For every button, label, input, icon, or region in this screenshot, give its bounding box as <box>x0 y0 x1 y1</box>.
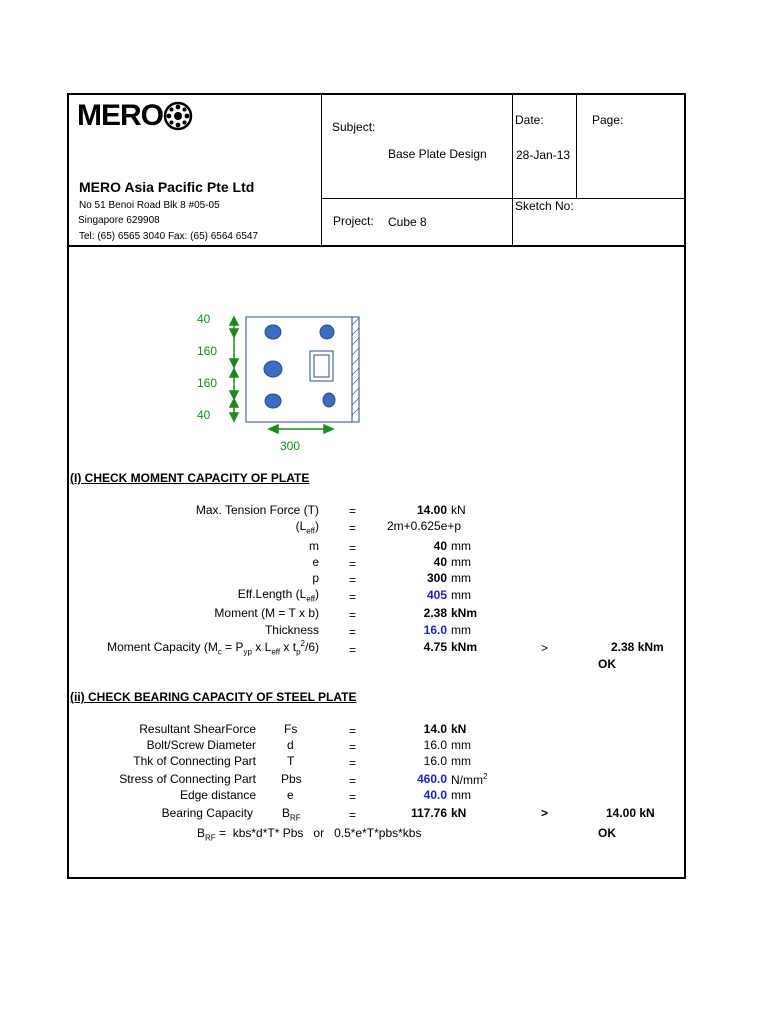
s1-unit-m: mm <box>451 539 471 553</box>
s1-eq: = <box>349 625 357 639</box>
s2-value-thk: 16.0 <box>423 754 447 768</box>
s1-value-moment: 2.38 <box>423 606 447 620</box>
cap-sup-2: 2 <box>300 639 305 648</box>
s1-eq: = <box>349 573 357 587</box>
s1-eq: = <box>349 643 357 657</box>
company-logo <box>77 99 163 135</box>
subject-label: Subject: <box>332 120 376 134</box>
s2-unit-shear: kN <box>451 722 467 736</box>
s1-eq: = <box>349 521 357 535</box>
s1-label-tension: Max. Tension Force (T) <box>195 503 319 517</box>
bolt-hole <box>320 325 334 339</box>
cap-a: Moment Capacity (M <box>107 640 218 654</box>
s1-efflength-end: ) <box>315 587 319 601</box>
header-mid-line <box>321 198 686 199</box>
s1-unit-efflength: mm <box>451 588 471 602</box>
s2-formula-rest: = kbs*d*T* Pbs or 0.5*e*T*pbs*kbs <box>215 826 422 840</box>
s2-label-bearing: Bearing Capacity <box>161 806 253 820</box>
s1-label-efflength <box>238 587 319 603</box>
s1-value-thickness: 16.0 <box>423 623 447 637</box>
bolt-hole <box>265 394 281 408</box>
s1-leff-sub: eff <box>306 526 315 536</box>
s1-unit-tension: kN <box>451 503 466 517</box>
date-value: 28-Jan-13 <box>516 148 571 162</box>
s2-symbol-stress: Pbs <box>281 772 302 786</box>
s2-value-edge: 40.0 <box>423 788 447 802</box>
s2-unit-bearing: kN <box>451 806 467 820</box>
s1-eq: = <box>349 557 357 571</box>
s2-unit-stress <box>451 772 487 787</box>
company-name: MERO Asia Pacific Pte Ltd <box>79 179 255 195</box>
cap-sub-c: c <box>217 647 222 657</box>
s1-leff-main: (L <box>295 519 307 533</box>
s2-formula-sub: RF <box>205 833 216 843</box>
s2-result: OK <box>598 826 616 840</box>
plate-outline <box>246 317 352 422</box>
dim-label-top: 40 <box>197 312 211 326</box>
s1-value-p: 300 <box>426 571 447 585</box>
section1-title: (I) CHECK MOMENT CAPACITY OF PLATE <box>70 471 310 485</box>
vertical-dimension-arrows <box>230 317 238 421</box>
s2-label-thk: Thk of Connecting Part <box>133 754 256 768</box>
cap-sub-eff: eff <box>271 647 281 657</box>
s2-eq: = <box>349 790 357 804</box>
s2-value-stress: 460.0 <box>416 772 447 786</box>
s1-eq: = <box>349 590 357 604</box>
cap-sub-yp: yp <box>243 647 252 657</box>
s1-efflength-main: Eff.Length (L <box>237 587 307 601</box>
s2-eq: = <box>349 808 357 822</box>
bolt-hole <box>323 393 335 407</box>
s1-leff-end: ) <box>315 519 319 533</box>
s1-eq: = <box>349 608 357 622</box>
s1-unit-capacity: kNm <box>451 640 478 654</box>
s2-unit-edge: mm <box>451 788 471 802</box>
dim-label-lower: 160 <box>197 376 218 390</box>
address-line-2: Singapore 629908 <box>78 215 160 226</box>
s2-symbol-shear: Fs <box>284 722 298 736</box>
s1-unit-moment: kNm <box>451 606 478 620</box>
s2-eq: = <box>349 724 357 738</box>
s2-formula <box>197 826 421 842</box>
s2-eq: = <box>349 756 357 770</box>
sketch-label: Sketch No: <box>515 199 574 213</box>
s2-label-edge: Edge distance <box>179 788 256 802</box>
s2-symbol-bearing <box>282 806 301 822</box>
base-plate-sketch <box>195 310 370 460</box>
header-divider-3 <box>576 93 577 198</box>
s2-compare: > <box>541 806 549 820</box>
s1-label-moment: Moment (M = T x b) <box>214 606 319 620</box>
header-divider-1 <box>321 93 322 246</box>
s2-value-bearing: 117.76 <box>410 806 447 820</box>
s2-label-shear: Resultant ShearForce <box>139 722 256 736</box>
cap-e: /6) <box>304 640 319 654</box>
cap-d: x t <box>280 640 297 654</box>
plate-hatch-edge <box>352 317 359 422</box>
s2-compare-value: 14.00 kN <box>606 806 655 820</box>
s1-eq: = <box>349 504 357 518</box>
s1-unit-thickness: mm <box>451 623 471 637</box>
cap-c: x L <box>251 640 272 654</box>
s2-eq: = <box>349 774 357 788</box>
s1-unit-e: mm <box>451 555 471 569</box>
s1-compare-value: 2.38 kNm <box>611 640 664 654</box>
horizontal-dimension-arrow <box>269 425 333 433</box>
s2-eq: = <box>349 740 357 754</box>
header-bottom-line <box>67 245 686 247</box>
section2-title: (ii) CHECK BEARING CAPACITY OF STEEL PLATE <box>70 690 357 704</box>
bolt-hole <box>264 361 282 377</box>
dim-label-upper: 160 <box>197 344 218 358</box>
dim-label-width: 300 <box>280 439 301 453</box>
cap-b: = P <box>221 640 244 654</box>
s2-unit-thk: mm <box>451 754 471 768</box>
logo-wordmark: MERO <box>77 99 163 132</box>
s1-result: OK <box>598 657 616 671</box>
s1-value-tension: 14.00 <box>416 503 447 517</box>
s1-eq: = <box>349 541 357 555</box>
s1-label-leff <box>296 519 319 535</box>
s2-brf-sub: RF <box>290 813 301 823</box>
cap-sub-p: p <box>296 647 301 657</box>
project-label: Project: <box>333 214 374 228</box>
s1-efflength-sub: eff <box>306 594 315 604</box>
s1-leff-formula: 2m+0.625e+p <box>387 519 462 533</box>
dim-label-bottom: 40 <box>197 408 211 422</box>
s1-label-thickness: Thickness <box>264 623 319 637</box>
s1-value-e: 40 <box>433 555 447 569</box>
s2-unit-stress-main: N/mm <box>451 773 483 787</box>
s2-label-stress: Stress of Connecting Part <box>119 772 256 786</box>
s1-value-m: 40 <box>433 539 447 553</box>
page-label: Page: <box>592 113 624 127</box>
project-value: Cube 8 <box>388 215 427 229</box>
s2-unit-diameter: mm <box>451 738 471 752</box>
s2-brf-main: B <box>282 806 291 820</box>
s2-symbol-edge: e <box>287 788 294 802</box>
bolt-hole <box>265 325 281 339</box>
s1-value-efflength: 405 <box>426 588 447 602</box>
s1-label-e: e <box>312 555 319 569</box>
contact-line: Tel: (65) 6565 3040 Fax: (65) 6564 6547 <box>79 231 259 242</box>
s1-unit-p: mm <box>451 571 471 585</box>
s2-formula-main: B <box>197 826 206 840</box>
s1-label-m: m <box>309 539 319 553</box>
s1-value-capacity: 4.75 <box>423 640 447 654</box>
s2-symbol-diameter: d <box>287 738 294 752</box>
s1-compare: > <box>541 641 549 655</box>
s2-value-diameter: 16.0 <box>423 738 447 752</box>
s2-symbol-thk: T <box>287 754 295 768</box>
s1-label-capacity <box>107 639 319 656</box>
s2-unit-stress-sup: 2 <box>483 772 488 781</box>
s2-value-shear: 14.0 <box>423 722 447 736</box>
address-line-1: No 51 Benoi Road Blk 8 #05-05 <box>79 200 220 211</box>
s1-label-p: p <box>312 571 319 585</box>
logo-node-icon <box>163 101 193 131</box>
s2-label-diameter: Bolt/Screw Diameter <box>146 738 256 752</box>
header-divider-2 <box>512 93 513 246</box>
subject-value: Base Plate Design <box>388 147 487 161</box>
date-label: Date: <box>515 113 544 127</box>
